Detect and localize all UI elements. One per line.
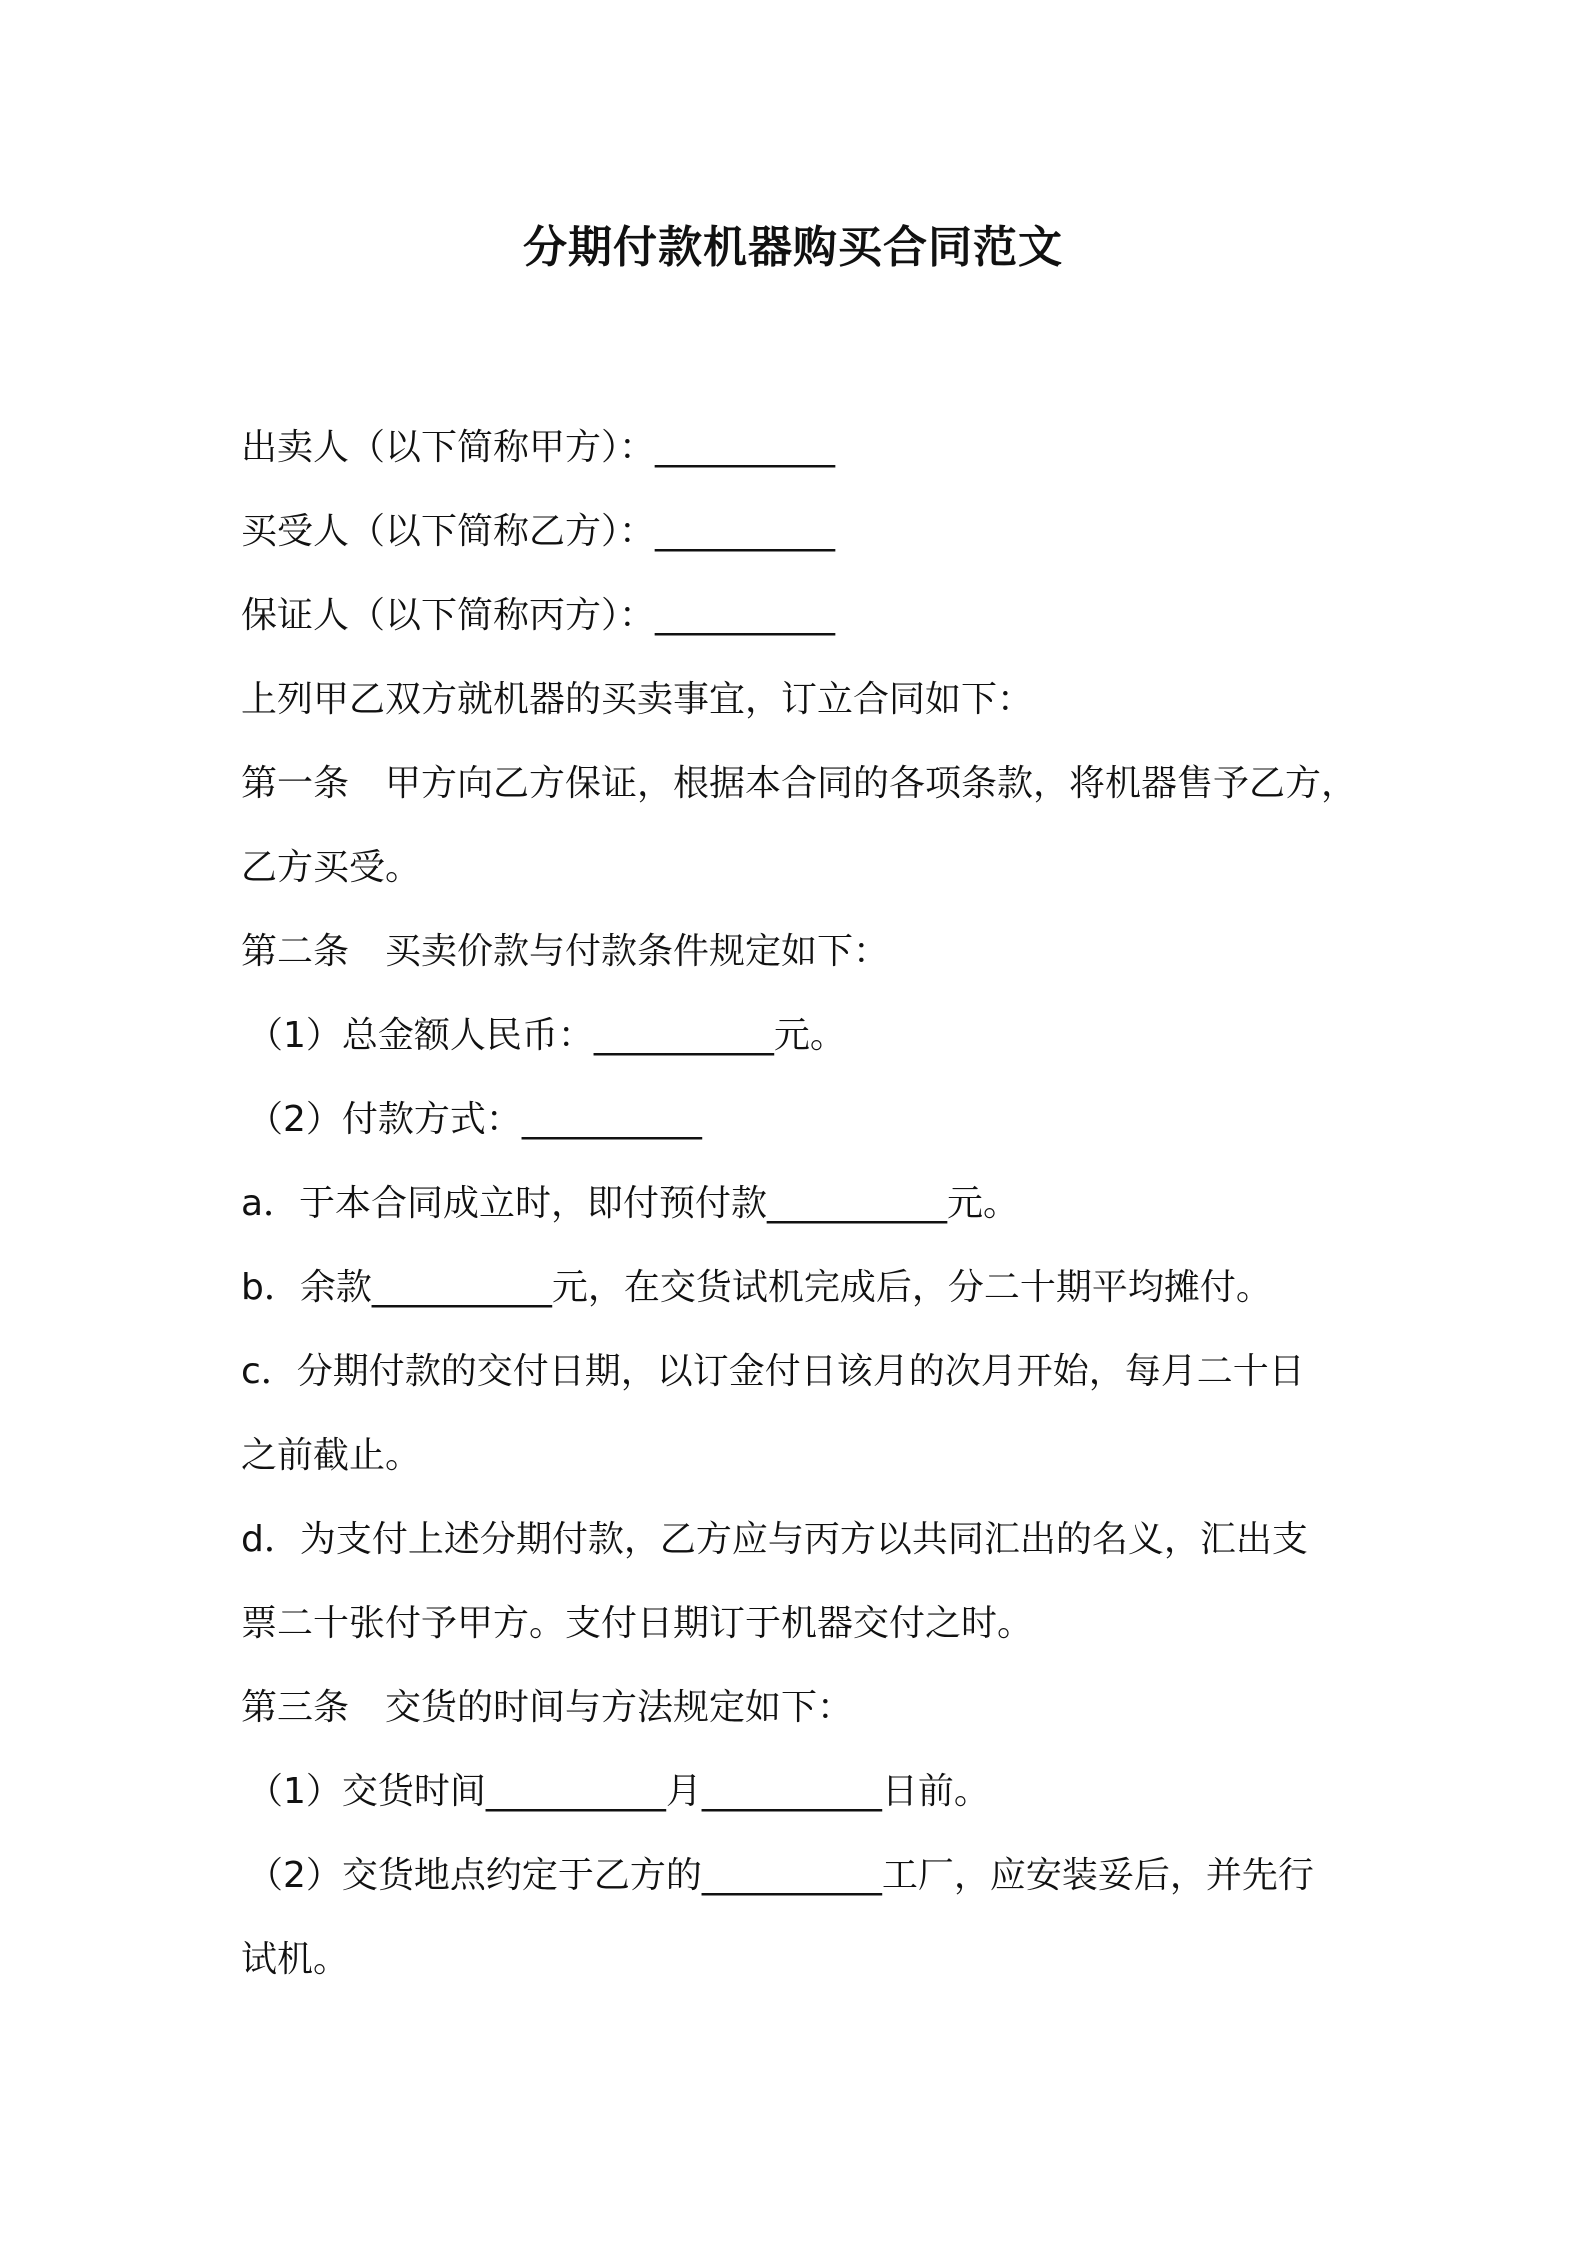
article-2-item-1: （1）总金额人民币：__________元。 — [247, 1015, 846, 1056]
document-title: 分期付款机器购买合同范文 — [523, 222, 1063, 273]
party-buyer-line: 买受人（以下简称乙方）：__________ — [241, 511, 836, 552]
article-2-clause-b: b．余款__________元，在交货试机完成后，分二十期平均摊付。 — [241, 1267, 1272, 1308]
article-3-item-1: （1）交货时间__________月__________日前。 — [247, 1771, 990, 1812]
article-1-line-1: 第一条 甲方向乙方保证，根据本合同的各项条款，将机器售予乙方， — [241, 763, 1358, 804]
article-2-clause-c-line-2: 之前截止。 — [241, 1435, 422, 1476]
article-3-item-2-line-2: 试机。 — [241, 1939, 350, 1980]
article-2-clause-a: a．于本合同成立时，即付预付款__________元。 — [241, 1183, 1020, 1224]
preamble-line: 上列甲乙双方就机器的买卖事宜，订立合同如下： — [241, 679, 1034, 720]
document-body — [241, 406, 1361, 2002]
article-2-heading: 第二条 买卖价款与付款条件规定如下： — [241, 931, 890, 972]
party-guarantor-line: 保证人（以下简称丙方）：__________ — [241, 595, 836, 636]
article-2-clause-c-line-1: c．分期付款的交付日期，以订金付日该月的次月开始，每月二十日 — [241, 1351, 1305, 1392]
article-2-clause-d-line-2: 票二十张付予甲方。支付日期订于机器交付之时。 — [241, 1603, 1034, 1644]
article-1-line-2: 乙方买受。 — [241, 847, 422, 888]
party-seller-line: 出卖人（以下简称甲方）：__________ — [241, 427, 836, 468]
article-2-clause-d-line-1: d．为支付上述分期付款，乙方应与丙方以共同汇出的名义，汇出支 — [241, 1519, 1308, 1560]
article-2-item-2: （2）付款方式：__________ — [247, 1099, 702, 1140]
article-3-heading: 第三条 交货的时间与方法规定如下： — [241, 1687, 854, 1728]
article-3-item-2-line-1: （2）交货地点约定于乙方的__________工厂，应安装妥后，并先行 — [247, 1855, 1314, 1896]
